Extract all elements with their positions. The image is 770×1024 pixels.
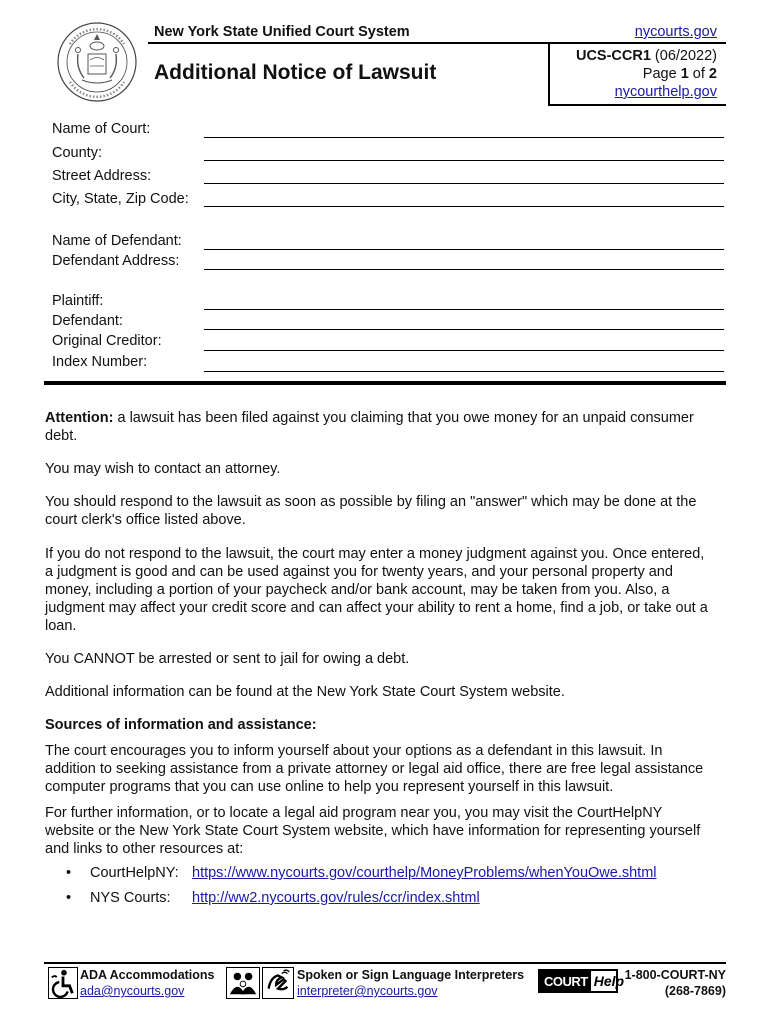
interpreter-email-link[interactable]: interpreter@nycourts.gov bbox=[297, 984, 438, 998]
paragraph-additional-info: Additional information can be found at the New York State Court System website. bbox=[45, 684, 565, 700]
county-field[interactable] bbox=[204, 160, 724, 161]
defendant-label: Defendant: bbox=[52, 313, 123, 329]
city-state-zip-label: City, State, Zip Code: bbox=[52, 191, 189, 207]
index-number-field[interactable] bbox=[204, 371, 724, 372]
defendant-address-label: Defendant Address: bbox=[52, 253, 180, 269]
court-name-label: Name of Court: bbox=[52, 121, 151, 137]
original-creditor-field[interactable] bbox=[204, 350, 724, 351]
form-number: UCS-CCR1 bbox=[575, 48, 651, 64]
plaintiff-field[interactable] bbox=[204, 309, 724, 310]
ada-email-link[interactable]: ada@nycourts.gov bbox=[80, 984, 185, 998]
ny-state-seal bbox=[56, 20, 138, 104]
defendant-name-field[interactable] bbox=[204, 249, 724, 250]
courthelp-logo-court: COURT bbox=[540, 971, 591, 991]
index-number-label: Index Number: bbox=[52, 354, 148, 370]
paragraph-contact-attorney: You may wish to contact an attorney. bbox=[45, 461, 281, 477]
form-id bbox=[576, 48, 717, 64]
nys-courts-link-label: NYS Courts: bbox=[90, 890, 171, 906]
bullet-dot: • bbox=[66, 865, 72, 881]
sign-language-icon bbox=[262, 967, 294, 999]
defendant-address-field[interactable] bbox=[204, 269, 724, 270]
paragraph-further-info: For further information, or to locate a legal aid program near you, you may visit the CourtHelpNY website or the New York State Court System website, which have information for representing yourself and links to other resources at: bbox=[45, 805, 701, 857]
city-state-zip-field[interactable] bbox=[204, 206, 724, 207]
page-label: Page bbox=[642, 66, 677, 82]
interpreter-people-icon bbox=[226, 967, 260, 999]
street-address-label: Street Address: bbox=[52, 168, 152, 184]
courthelpny-link-label: CourtHelpNY: bbox=[90, 865, 179, 881]
street-address-field[interactable] bbox=[204, 183, 724, 184]
nycourts-link[interactable]: nycourts.gov bbox=[634, 24, 717, 40]
courthelp-logo bbox=[538, 969, 625, 993]
document-title: Additional Notice of Lawsuit bbox=[154, 61, 437, 84]
courthelp-phone-digits: (268-7869) bbox=[664, 984, 726, 998]
paragraph-respond: You should respond to the lawsuit as soon as possible by filing an "answer" which may be done at the court clerk's office listed above. bbox=[45, 494, 697, 528]
courthelpny-link[interactable]: https://www.nycourts.gov/courthelp/MoneyProblems/whenYouOwe.shtml bbox=[192, 865, 657, 881]
page-total: 2 bbox=[708, 66, 717, 82]
interpreters-title: Spoken or Sign Language Interpreters bbox=[297, 968, 525, 982]
footer-divider bbox=[44, 962, 726, 964]
wheelchair-icon bbox=[48, 967, 78, 999]
county-label: County: bbox=[52, 145, 102, 161]
nycourthelp-link[interactable]: nycourthelp.gov bbox=[614, 84, 717, 100]
page-of: of bbox=[692, 66, 705, 82]
bullet-dot: • bbox=[66, 890, 72, 906]
court-name-field[interactable] bbox=[204, 137, 724, 138]
original-creditor-label: Original Creditor: bbox=[52, 333, 162, 349]
page-number: 1 bbox=[680, 66, 689, 82]
form-date: (06/2022) bbox=[654, 48, 717, 64]
section-divider bbox=[44, 381, 726, 385]
plaintiff-label: Plaintiff: bbox=[52, 293, 104, 309]
nys-courts-link[interactable]: http://ww2.nycourts.gov/rules/ccr/index.shtml bbox=[192, 890, 480, 906]
attention-paragraph bbox=[45, 409, 715, 445]
courthelp-phone: 1-800-COURT-NY bbox=[624, 968, 726, 982]
defendant-field[interactable] bbox=[204, 329, 724, 330]
sources-heading: Sources of information and assistance: bbox=[45, 717, 317, 733]
attention-label: Attention: bbox=[45, 410, 114, 426]
paragraph-encourage: The court encourages you to inform yourself about your options as a defendant in this lawsuit. In addition to seeking assistance from a private attorney or legal aid office, there are free legal assistance computer programs that you can use online to help you represent yourself in this lawsuit. bbox=[45, 743, 704, 795]
page-indicator bbox=[643, 66, 717, 82]
courthelp-logo-help: Help bbox=[593, 973, 625, 989]
paragraph-no-arrest: You CANNOT be arrested or sent to jail for owing a debt. bbox=[45, 651, 410, 667]
defendant-name-label: Name of Defendant: bbox=[52, 233, 182, 249]
ada-title: ADA Accommodations bbox=[80, 968, 215, 982]
attention-text: a lawsuit has been filed against you claiming that you owe money for an unpaid consumer debt. bbox=[45, 410, 694, 444]
organization-name: New York State Unified Court System bbox=[154, 24, 410, 40]
paragraph-judgment: If you do not respond to the lawsuit, the court may enter a money judgment against you. Once entered, a judgment is good and can be used against you for twenty years, and your personal property and money, including a portion of your paycheck and/or bank account, may be taken from you. Also, a judgment may affect your credit score and can affect your ability to rent a home, find a job, or take out a loan. bbox=[45, 546, 708, 634]
